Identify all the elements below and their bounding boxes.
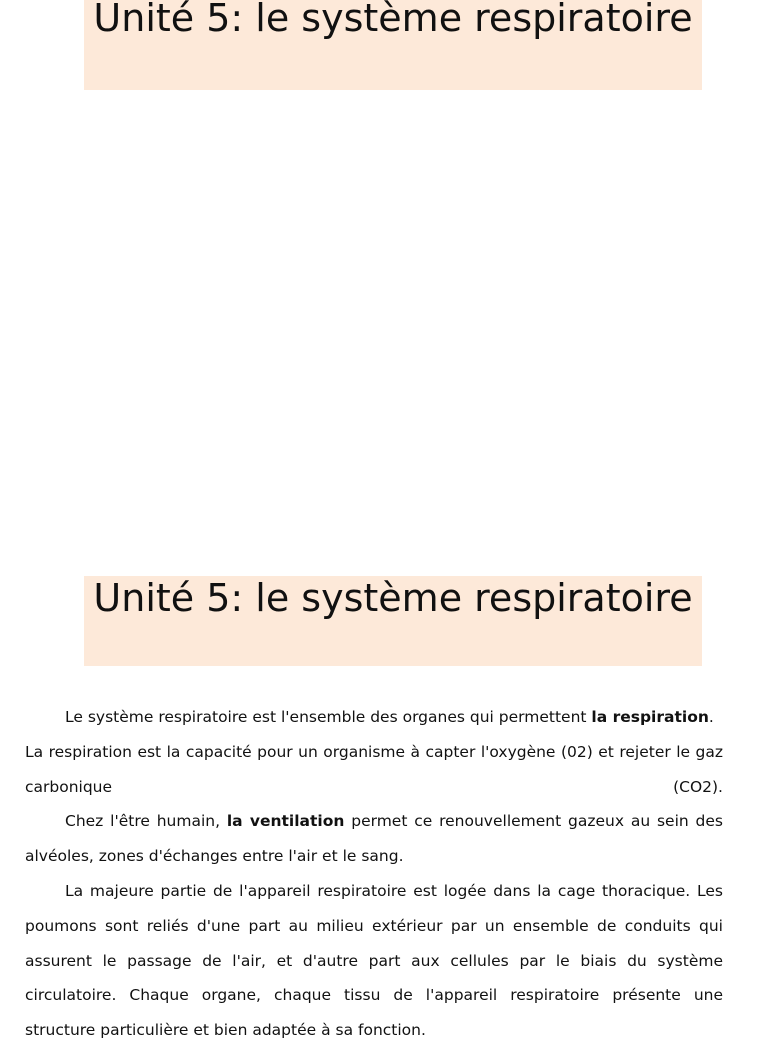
paragraph-3-text: Chez l'être humain, (65, 812, 227, 831)
paragraph-4 (25, 874, 723, 1048)
title-banner-top (84, 0, 702, 90)
paragraph-3-end: permet ce renouvellement gazeux au sein des alvéoles, zones d'échanges entre l'air et le sang. (25, 812, 723, 866)
title-banner-second (84, 576, 702, 666)
paragraph-3 (25, 804, 723, 874)
paragraph-2 (25, 735, 723, 805)
paragraph-1-text: Le système respiratoire est l'ensemble des organes qui permettent (65, 708, 592, 726)
term-respiration: la respiration (591, 708, 709, 726)
section-title: Unité 5: le système respiratoire (93, 576, 693, 620)
page-title: Unité 5: le système respiratoire (93, 0, 693, 40)
paragraph-2-text: La respiration est la capacité pour un organisme à capter l'oxygène (02) et rejeter le gaz carbonique (CO2). (25, 742, 723, 796)
paragraph-4-text: La majeure partie de l'appareil respiratoire est logée dans la cage thoracique. Les poumons sont reliés d'une part au milieu extérieur par un ensemble de conduits qui assurent le passage de l'air, et d'autre part aux cellules par le biais du système circulatoire. Chaque organe, chaque tissu de l'appareil respiratoire présente une structure particulière et bien adaptée à sa fonction. (25, 881, 723, 1040)
body-text (25, 700, 723, 1048)
term-ventilation: la ventilation (226, 812, 345, 831)
paragraph-1 (25, 700, 723, 735)
paragraph-1-end: . (708, 708, 714, 726)
